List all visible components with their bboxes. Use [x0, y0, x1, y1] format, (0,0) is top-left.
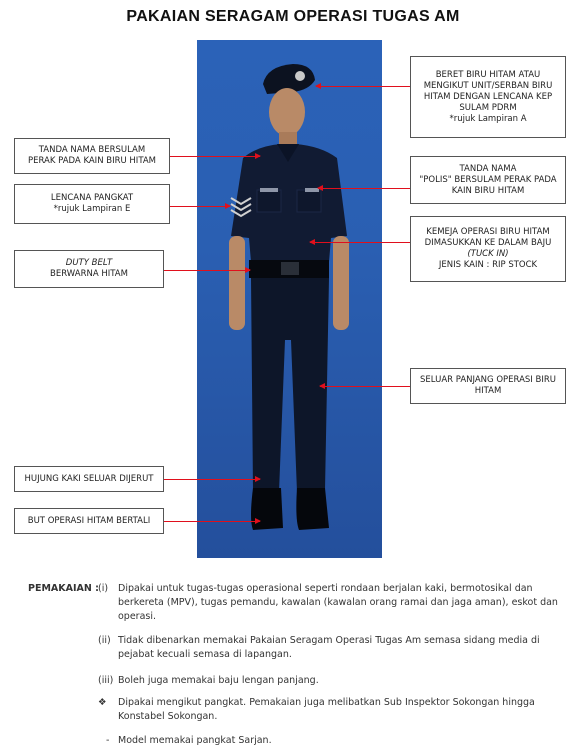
usage-marker: (iii) [98, 675, 114, 686]
usage-marker: - [106, 735, 110, 746]
hem-label: HUJUNG KAKI SELUAR DIJERUT [14, 466, 164, 492]
belt-arrowhead [245, 267, 251, 273]
usage-item [98, 582, 566, 624]
beret-arrow [316, 86, 410, 87]
usage-text: Dipakai untuk tugas-tugas operasional seperti rondaan berjalan kaki, bermotosikal dan berkereta (MPV), tugas pemandu, kawalan (kawalan orang ramai dan jaga aman), eskot dan operasi. [118, 583, 558, 622]
usage-marker: (ii) [98, 635, 111, 646]
usage-item [98, 634, 566, 662]
usage-text: Tidak dibenarkan memakai Pakaian Seragam Operasi Tugas Am semasa sidang media di pejabat kecuali semasa di lapangan. [118, 635, 540, 660]
usage-item [98, 674, 566, 688]
name-tag-label: TANDA NAMA BERSULAM PERAK PADA KAIN BIRU HITAM [14, 138, 170, 174]
trousers-arrow [320, 386, 410, 387]
polis-tag-arrow [318, 188, 410, 189]
hem-arrowhead [255, 476, 261, 482]
trousers-arrowhead [319, 383, 325, 389]
page-title: PAKAIAN SERAGAM OPERASI TUGAS AM [126, 8, 460, 25]
name-tag-arrowhead [255, 153, 261, 159]
polis-tag-arrowhead [317, 185, 323, 191]
officer-figure [197, 40, 382, 558]
beret-badge [295, 71, 305, 81]
belt-label: DUTY BELT BERWARNA HITAM [14, 250, 164, 288]
rank-label: LENCANA PANGKAT *rujuk Lampiran E [14, 184, 170, 224]
belt-arrow [164, 270, 250, 271]
name-tag-arrow [170, 156, 260, 157]
usage-item [98, 696, 566, 724]
shirt-arrow [310, 242, 410, 243]
uniform-photo [197, 40, 382, 558]
boots-label: BUT OPERASI HITAM BERTALI [14, 508, 164, 534]
usage-text: Boleh juga memakai baju lengan panjang. [118, 675, 319, 686]
shirt-label: KEMEJA OPERASI BIRU HITAM DIMASUKKAN KE DALAM BAJU (TUCK IN) JENIS KAIN : RIP STOCK [410, 216, 566, 282]
usage-marker: ❖ [98, 697, 107, 708]
usage-marker: (i) [98, 583, 109, 594]
rank-arrowhead [225, 203, 231, 209]
boots-arrow [164, 521, 260, 522]
usage-item [106, 734, 574, 748]
usage-text: Dipakai mengikut pangkat. Pemakaian juga melibatkan Sub Inspektor Sokongan hingga Konstabel Sokongan. [118, 697, 535, 722]
hem-arrow [164, 479, 260, 480]
usage-text: Model memakai pangkat Sarjan. [118, 735, 272, 746]
boots-arrowhead [255, 518, 261, 524]
beret-label: BERET BIRU HITAM ATAU MENGIKUT UNIT/SERBAN BIRU HITAM DENGAN LENCANA KEP SULAM PDRM *rujuk Lampiran A [410, 56, 566, 138]
beret-arrowhead [315, 83, 321, 89]
shirt-arrowhead [309, 239, 315, 245]
trousers-label: SELUAR PANJANG OPERASI BIRU HITAM [410, 368, 566, 404]
rank-arrow [170, 206, 230, 207]
usage-heading: PEMAKAIAN : [28, 583, 99, 594]
polis-tag-label: TANDA NAMA "POLIS" BERSULAM PERAK PADA KAIN BIRU HITAM [410, 156, 566, 204]
